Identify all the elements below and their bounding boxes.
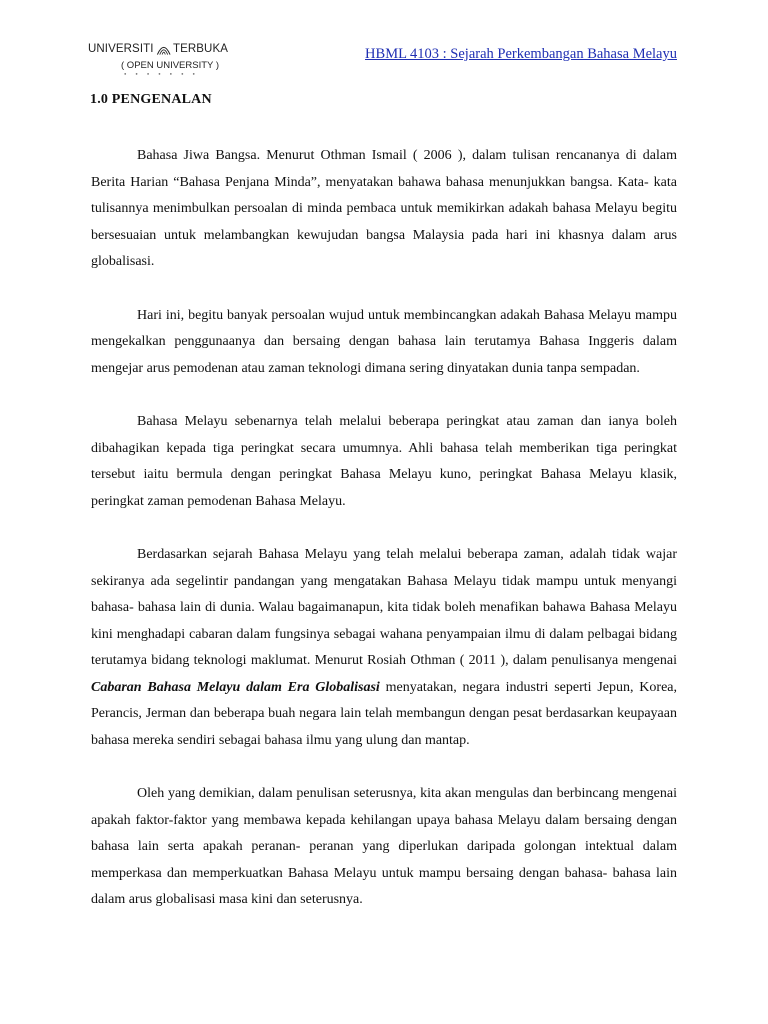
paragraph-4-text-end: menyatakan, negara industri seperti Jepun, Korea, Perancis, Jerman dan beberapa buah negara lain telah membangun dengan pesat berdasarkan keupayaan bahasa mereka sendiri sebagai bahasa ilmu yang ulung dan mantap. [91,679,677,748]
paragraph-4 [91,542,677,754]
page-header [0,0,768,90]
university-logo [88,40,228,84]
logo-word-left: UNIVERSITI [88,43,154,55]
course-title-link[interactable]: HBML 4103 : Sejarah Perkembangan Bahasa Melayu [365,46,677,62]
section-heading: 1.0 PENGENALAN [90,92,212,107]
paragraph-1: Bahasa Jiwa Bangsa. Menurut Othman Ismail ( 2006 ), dalam tulisan rencananya di dalam Berita Harian “Bahasa Penjana Minda”, menyatakan bahawa bahasa menunjukkan bangsa. Kata- kata tulisannya menimbulkan persoalan di minda pembaca untuk memikirkan adakah bahasa Melayu begitu bersesuaian untuk melambangkan kewujudan bangsa Malaysia pada hari ini khasnya dalam arus globalisasi. [91,148,677,269]
paragraph-3: Bahasa Melayu sebenarnya telah melalui beberapa peringkat atau zaman dan ianya boleh dibahagikan kepada tiga peringkat secara umumnya. Ahli bahasa telah memberikan tiga peringkat tersebut iaitu bermula dengan peringkat Bahasa Melayu kuno, peringkat Bahasa Melayu klasik, peringkat zaman pemodenan Bahasa Melayu. [91,414,677,509]
paragraph-4-text-start: Berdasarkan sejarah Bahasa Melayu yang telah melalui beberapa zaman, adalah tidak wajar sekiranya ada segelintir pandangan yang mengatakan Bahasa Melayu tidak mampu untuk menyangi bahasa- bahasa lain di dunia. Walau bagaimanapun, kita tidak boleh menafikan bahawa Bahasa Melayu kini menghadapi cabaran dalam fungsinya sebagai wahana penyampaian ilmu di dalam pelbagai bidang terutamya bidang teknologi maklumat. Menurut Rosiah Othman ( 2011 ), dalam penulisanya mengenai [91,547,677,668]
paragraph-4-emphasis-title: Cabaran Bahasa Melayu dalam Era Globalisasi [91,679,380,695]
document-body [91,143,677,941]
logo-decoration-dots: ● ● ● ● ● ● ● [124,71,199,76]
logo-subtitle: ( OPEN UNIVERSITY ) [121,60,220,71]
open-book-arc-icon [155,40,172,58]
logo-word-right: TERBUKA [172,43,228,55]
paragraph-2: Hari ini, begitu banyak persoalan wujud untuk membincangkan adakah Bahasa Melayu mampu mengekalkan penggunaanya dan bersaing dengan bahasa lain terutamya Bahasa Inggeris dalam mengejar arus pemodenan atau zaman teknologi dimana sering dinyatakan dunia tanpa sempadan. [91,307,677,376]
paragraph-5: Oleh yang demikian, dalam penulisan seterusnya, kita akan mengulas dan berbincang mengenai apakah faktor-faktor yang membawa kepada kehilangan upaya bahasa Melayu dalam bersaing dengan bahasa lain serta apakah peranan- peranan yang diperlukan daripada golongan intektual dalam memperkasa dan memperkuatkan Bahasa Melayu untuk mampu bersaing dengan bahasa- bahasa lain dalam arus globalisasi masa kini dan seterusnya. [91,786,677,907]
